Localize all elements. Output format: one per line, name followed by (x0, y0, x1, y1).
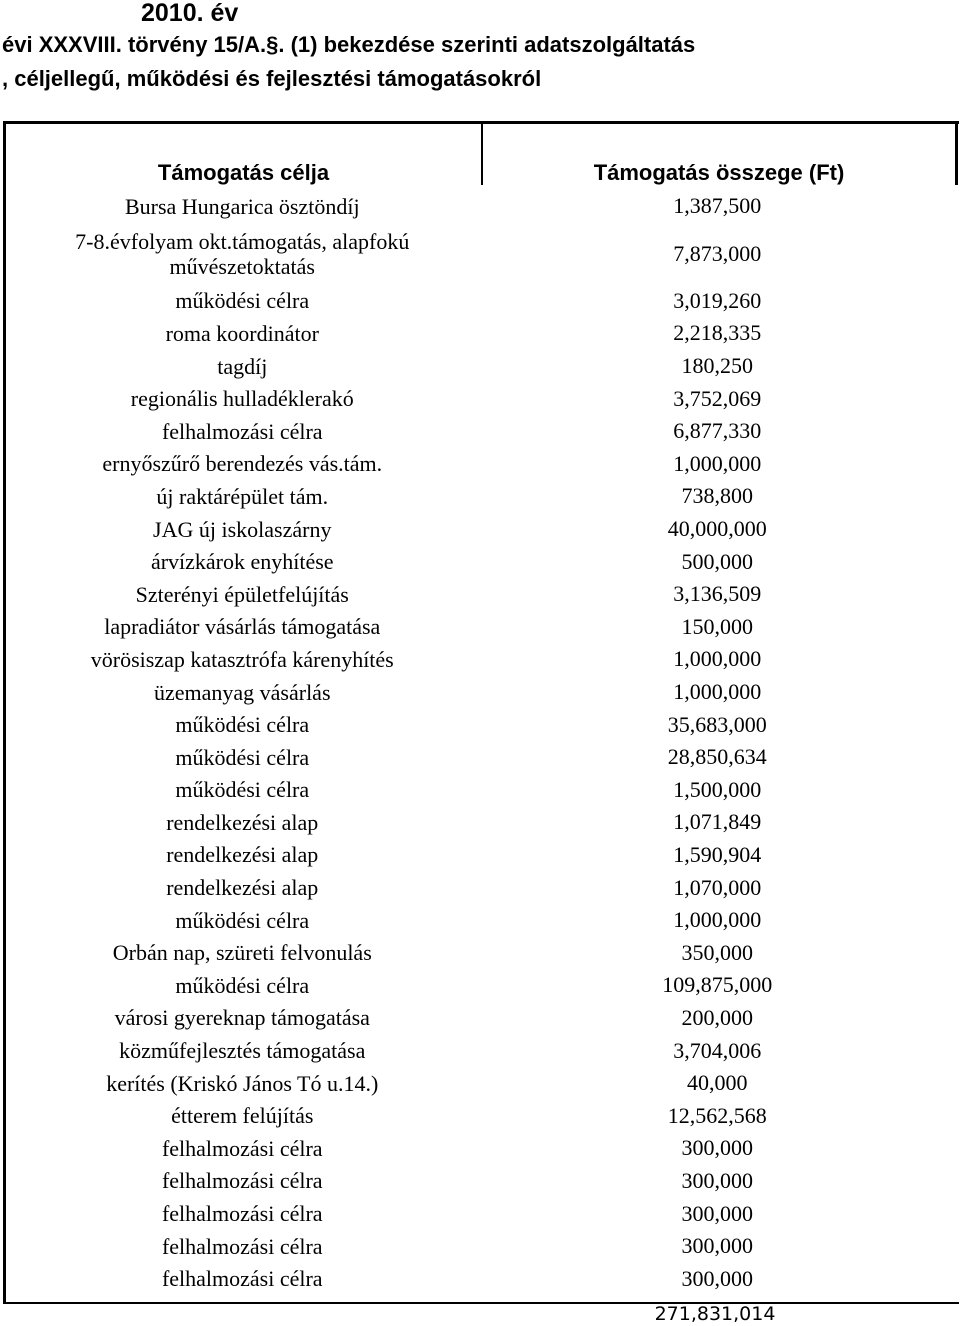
table-row (6, 904, 956, 937)
table-row (6, 1132, 956, 1165)
purpose-cell: JAG új iskolaszárny (153, 516, 332, 542)
purpose-cell: üzemanyag vásárlás (153, 679, 331, 705)
amount-cell: 350,000 (681, 939, 753, 965)
purpose-cell: rendelkezési alap (166, 809, 319, 835)
amount-cell: 6,877,330 (673, 418, 762, 444)
purpose-cell: városi gyereknap támogatása (114, 1005, 370, 1031)
purpose-cell: közműfejlesztés támogatása (119, 1038, 366, 1064)
amount-cell: 40,000,000 (667, 516, 767, 542)
amount-cell: 28,850,634 (667, 744, 767, 770)
table-row (6, 643, 956, 676)
purpose-cell: működési célra (175, 288, 310, 314)
purpose-cell: regionális hulladéklerakó (130, 386, 354, 412)
table-body (6, 190, 956, 1295)
table-row (6, 350, 956, 383)
amount-cell: 35,683,000 (667, 711, 767, 737)
amount-cell: 1,500,000 (673, 776, 762, 802)
table-row (6, 578, 956, 611)
purpose-cell: roma koordinátor (165, 320, 319, 346)
table-row (6, 1099, 956, 1132)
amount-cell: 300,000 (681, 1167, 753, 1193)
purpose-cell: felhalmozási célra (161, 1201, 323, 1227)
purpose-cell: működési célra (175, 777, 310, 803)
table-row (6, 1067, 956, 1100)
document-title: évi XXXVIII. törvény 15/A.§. (1) bekezdése szerinti adatszolgáltatás (2, 32, 696, 57)
purpose-cell: felhalmozási célra (161, 1168, 323, 1194)
amount-cell: 1,000,000 (673, 646, 762, 672)
purpose-cell: működési célra (175, 712, 310, 738)
document-year: 2010. év (141, 0, 239, 27)
table-row (6, 285, 956, 318)
table-row (6, 317, 956, 350)
amount-cell: 300,000 (681, 1135, 753, 1161)
purpose-cell: rendelkezési alap (166, 875, 319, 901)
table-row (6, 190, 956, 223)
table-row (6, 806, 956, 839)
purpose-cell: étterem felújítás (171, 1103, 314, 1129)
purpose-cell: 7-8.évfolyam okt.támogatás, alapfokú művészetoktatás (75, 228, 410, 279)
amount-cell: 1,071,849 (673, 809, 762, 835)
amount-cell: 2,218,335 (673, 320, 762, 346)
purpose-cell: felhalmozási célra (161, 1266, 323, 1292)
table-row (6, 480, 956, 513)
table-row (6, 448, 956, 481)
table-row (6, 1230, 956, 1263)
amount-cell: 3,019,260 (673, 287, 762, 313)
amount-cell: 1,000,000 (673, 907, 762, 933)
purpose-cell: vörösiszap katasztrófa kárenyhítés (90, 646, 394, 672)
amount-cell: 1,387,500 (673, 193, 762, 219)
table-row (6, 676, 956, 709)
document-subtitle: , céljellegű, működési és fejlesztési támogatásokról (2, 66, 542, 91)
amount-cell: 1,000,000 (673, 679, 762, 705)
table-row (6, 871, 956, 904)
table-row (6, 382, 956, 415)
table-row (6, 774, 956, 807)
table-row (6, 223, 956, 285)
table-row (6, 611, 956, 644)
purpose-cell: Szterényi épületfelújítás (135, 581, 349, 607)
amount-cell: 109,875,000 (662, 972, 773, 998)
purpose-cell: kerítés (Kriskó János Tó u.14.) (106, 1070, 379, 1096)
purpose-cell: felhalmozási célra (161, 418, 323, 444)
purpose-cell: működési célra (175, 744, 310, 770)
amount-cell: 300,000 (681, 1233, 753, 1259)
amount-cell: 7,873,000 (673, 240, 762, 266)
amount-cell: 3,136,509 (673, 581, 762, 607)
table-row (6, 545, 956, 578)
column-header-purpose: Támogatás célja (157, 160, 330, 185)
amount-cell: 1,000,000 (673, 450, 762, 476)
purpose-cell: működési célra (175, 907, 310, 933)
table-row (6, 415, 956, 448)
purpose-cell: árvízkárok enyhítése (150, 549, 334, 575)
amount-cell: 1,590,904 (673, 841, 762, 867)
column-header-amount: Támogatás összege (Ft) (593, 160, 845, 185)
amount-cell: 1,070,000 (673, 874, 762, 900)
table-row (6, 969, 956, 1002)
table-row (6, 1165, 956, 1198)
table-row (6, 936, 956, 969)
purpose-cell: új raktárépület tám. (156, 483, 329, 509)
amount-cell: 3,752,069 (673, 385, 762, 411)
table-row (6, 1197, 956, 1230)
table-row (6, 513, 956, 546)
table-row (6, 741, 956, 774)
amount-cell: 12,562,568 (667, 1102, 767, 1128)
amount-cell: 200,000 (681, 1004, 753, 1030)
purpose-cell: felhalmozási célra (161, 1135, 323, 1161)
table-border-right (955, 121, 958, 185)
purpose-cell: ernyőszűrő berendezés vás.tám. (102, 451, 383, 477)
table-row (6, 1002, 956, 1035)
purpose-cell: működési célra (175, 972, 310, 998)
purpose-cell: Bursa Hungarica ösztöndíj (124, 193, 360, 219)
total-amount: 271,831,014 (654, 1303, 776, 1325)
purpose-cell: tagdíj (217, 353, 268, 379)
amount-cell: 300,000 (681, 1200, 753, 1226)
purpose-cell: rendelkezési alap (166, 842, 319, 868)
amount-cell: 738,800 (681, 483, 753, 509)
table-row (6, 708, 956, 741)
amount-cell: 3,704,006 (673, 1037, 762, 1063)
amount-cell: 40,000 (687, 1070, 748, 1096)
purpose-cell: lapradiátor vásárlás támogatása (104, 614, 381, 640)
table-row (6, 1262, 956, 1295)
table-row (6, 1034, 956, 1067)
purpose-cell: Orbán nap, szüreti felvonulás (112, 940, 372, 966)
amount-cell: 500,000 (681, 548, 753, 574)
purpose-cell: felhalmozási célra (161, 1233, 323, 1259)
amount-cell: 150,000 (681, 613, 753, 639)
amount-cell: 300,000 (681, 1265, 753, 1291)
amount-cell: 180,250 (681, 353, 753, 379)
table-row (6, 839, 956, 872)
